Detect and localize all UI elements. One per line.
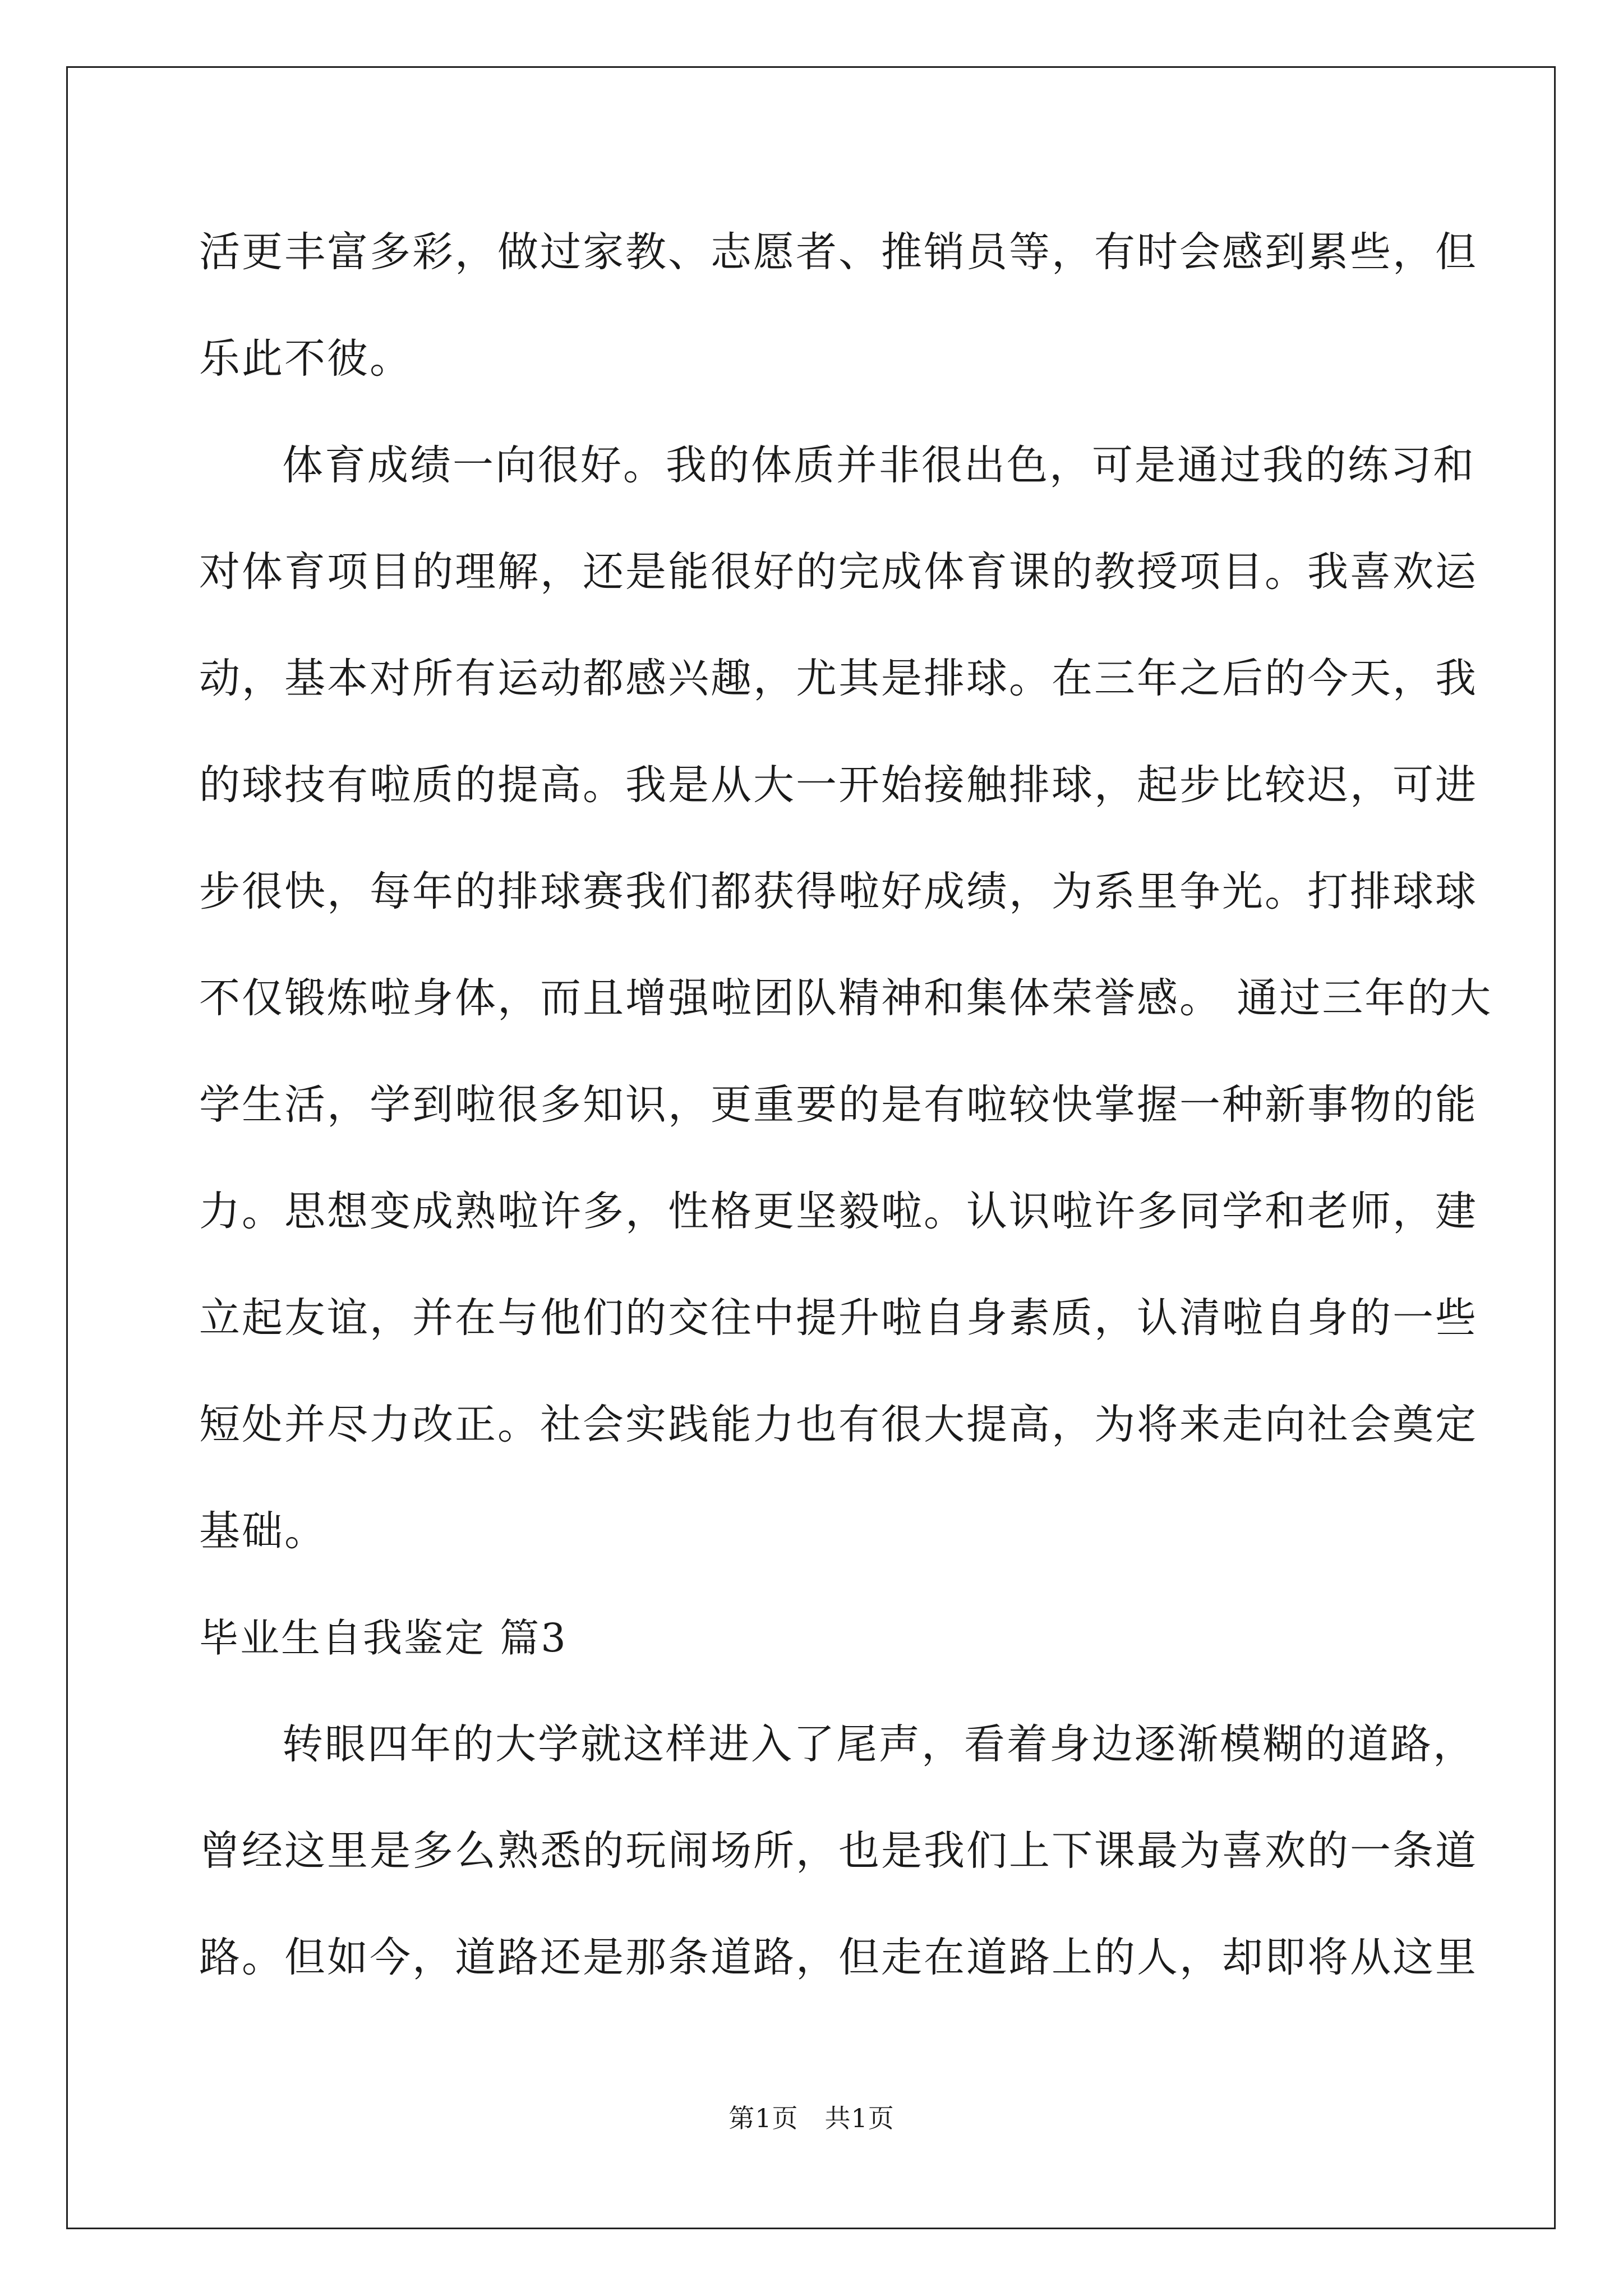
text-line: 基础。 xyxy=(199,1507,327,1555)
paragraph-sports xyxy=(199,412,1493,1585)
paragraph-graduation xyxy=(199,1691,1478,2011)
text-line: 学生活，学到啦很多知识，更重要的是有啦较快掌握一种新事物的能 xyxy=(199,1081,1478,1129)
text-line: 曾经这里是多么熟悉的玩闹场所，也是我们上下课最为喜欢的一条道 xyxy=(199,1827,1478,1875)
document-body xyxy=(199,199,1493,2011)
text-line: 步很快，每年的排球赛我们都获得啦好成绩，为系里争光。打排球球 xyxy=(199,868,1478,915)
text-line: 的球技有啦质的提高。我是从大一开始接触排球，起步比较迟，可进 xyxy=(199,761,1478,809)
text-line: 不仅锻炼啦身体，而且增强啦团队精神和集体荣誉感。 通过三年的大 xyxy=(199,974,1493,1022)
text-line: 乐此不彼。 xyxy=(199,335,412,383)
paragraph-continued xyxy=(199,199,1478,412)
page-footer: 第1页 共1页 xyxy=(728,2103,895,2133)
text-line: 立起友谊，并在与他们的交往中提升啦自身素质，认清啦自身的一些 xyxy=(199,1294,1478,1342)
text-line: 力。思想变成熟啦许多，性格更坚毅啦。认识啦许多同学和老师，建 xyxy=(199,1188,1478,1235)
text-line: 对体育项目的理解，还是能很好的完成体育课的教授项目。我喜欢运 xyxy=(199,548,1478,596)
text-line: 活更丰富多彩，做过家教、志愿者、推销员等，有时会感到累些，但 xyxy=(199,228,1478,276)
text-line: 短处并尽力改正。社会实践能力也有很大提高，为将来走向社会奠定 xyxy=(199,1401,1478,1448)
text-line: 路。但如今，道路还是那条道路，但走在道路上的人，却即将从这里 xyxy=(199,1934,1478,1981)
text-line: 体育成绩一向很好。我的体质并非很出色，可是通过我的练习和 xyxy=(282,441,1476,489)
text-line: 转眼四年的大学就这样进入了尾声，看着身边逐渐模糊的道路， xyxy=(282,1720,1476,1768)
text-line: 动，基本对所有运动都感兴趣，尤其是排球。在三年之后的今天，我 xyxy=(199,655,1478,702)
section-heading: 毕业生自我鉴定 篇3 xyxy=(199,1615,568,1661)
